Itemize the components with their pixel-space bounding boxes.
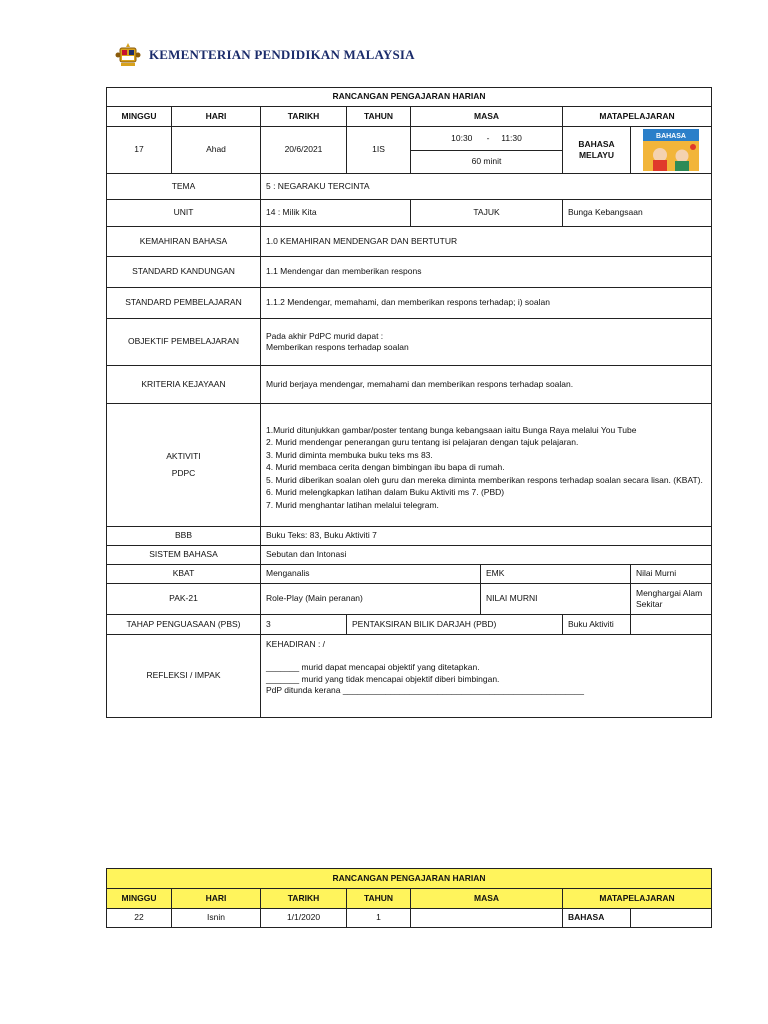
tajuk-label: TAJUK (411, 200, 563, 227)
nilai-murni-value: Menghargai Alam Sekitar (631, 584, 712, 615)
value-matapelajaran: BAHASA (563, 909, 631, 928)
objektif-label: OBJEKTIF PEMBELAJARAN (107, 319, 261, 366)
refleksi-label: REFLEKSI / IMPAK (107, 635, 261, 718)
value-matapelajaran: BAHASA MELAYU (563, 127, 631, 174)
objektif-line-2: Memberikan respons terhadap soalan (266, 342, 409, 352)
unit-label: UNIT (107, 200, 261, 227)
header-tahun: TAHUN (347, 107, 411, 127)
pbd-label: PENTAKSIRAN BILIK DARJAH (PBD) (347, 615, 563, 635)
value-durasi: 60 minit (411, 150, 563, 174)
kriteria-label: KRITERIA KEJAYAAN (107, 366, 261, 404)
sistem-bahasa-value: Sebutan dan Intonasi (261, 546, 712, 565)
header-minggu: MINGGU (107, 107, 172, 127)
emk-value: Nilai Murni (631, 565, 712, 584)
unit-value: 14 : Milik Kita (261, 200, 411, 227)
standard-kandungan-label: STANDARD KANDUNGAN (107, 257, 261, 288)
refleksi-line-2: _______ murid yang tidak mencapai objektif diberi bimbingan. (266, 673, 500, 684)
masa-end: 11:30 (501, 132, 522, 143)
book-cover-title: BAHASA (656, 133, 686, 140)
value-hari: Isnin (172, 909, 261, 928)
ministry-header (115, 42, 415, 68)
aktiviti-item: 2. Murid mendengar penerangan guru tentang isi pelajaran dengan tajuk pelajaran. (266, 437, 579, 448)
pbd-value: Buku Aktiviti (563, 615, 631, 635)
lesson-plan-table-2 (106, 868, 712, 928)
sistem-bahasa-label: SISTEM BAHASA (107, 546, 261, 565)
header-hari: HARI (172, 889, 261, 909)
objektif-line-1: Pada akhir PdPC murid dapat : (266, 330, 384, 341)
aktiviti-label-cell (107, 404, 261, 527)
bbb-value: Buku Teks: 83, Buku Aktiviti 7 (261, 527, 712, 546)
table-title: RANCANGAN PENGAJARAN HARIAN (107, 869, 712, 889)
kriteria-value: Murid berjaya mendengar, memahami dan memberikan respons terhadap soalan. (261, 366, 712, 404)
pbd-extra-cell (631, 615, 712, 635)
nilai-murni-label: NILAI MURNI (481, 584, 631, 615)
aktiviti-list (261, 404, 712, 527)
value-masa (411, 909, 563, 928)
lesson-plan-table (106, 87, 712, 718)
aktiviti-label: AKTIVITI (166, 450, 201, 461)
value-tarikh: 20/6/2021 (261, 127, 347, 174)
header-hari: HARI (172, 107, 261, 127)
table-title: RANCANGAN PENGAJARAN HARIAN (107, 88, 712, 107)
header-minggu: MINGGU (107, 889, 172, 909)
header-matapelajaran: MATAPELAJARAN (563, 889, 712, 909)
standard-pembelajaran-label: STANDARD PEMBELAJARAN (107, 288, 261, 319)
ministry-name: KEMENTERIAN PENDIDIKAN MALAYSIA (149, 47, 415, 62)
pdpc-label: PDPC (171, 468, 196, 478)
bbb-label: BBB (107, 527, 261, 546)
objektif-value (261, 319, 712, 366)
tahap-penguasaan-label: TAHAP PENGUASAAN (PBS) (107, 615, 261, 635)
value-masa-time (411, 127, 563, 151)
pak21-label: PAK-21 (107, 584, 261, 615)
tahap-penguasaan-value: 3 (261, 615, 347, 635)
coat-of-arms-icon (115, 42, 141, 68)
value-minggu: 17 (107, 127, 172, 174)
kemahiran-value: 1.0 KEMAHIRAN MENDENGAR DAN BERTUTUR (261, 227, 712, 257)
pak21-value: Role-Play (Main peranan) (261, 584, 481, 615)
aktiviti-item: 4. Murid membaca cerita dengan bimbingan ibu bapa di rumah. (266, 462, 505, 473)
header-masa: MASA (411, 889, 563, 909)
header-tarikh: TARIKH (261, 889, 347, 909)
emk-label: EMK (481, 565, 631, 584)
header-tahun: TAHUN (347, 889, 411, 909)
value-minggu: 22 (107, 909, 172, 928)
book-cover-cell (631, 127, 712, 174)
kbat-label: KBAT (107, 565, 261, 584)
value-tahun: 1IS (347, 127, 411, 174)
aktiviti-item: 3. Murid diminta membuka buku teks ms 83. (266, 449, 433, 460)
standard-kandungan-value: 1.1 Mendengar dan memberikan respons (261, 257, 712, 288)
value-tarikh: 1/1/2020 (261, 909, 347, 928)
tema-value: 5 : NEGARAKU TERCINTA (261, 174, 712, 200)
tema-label: TEMA (107, 174, 261, 200)
kehadiran-line: KEHADIRAN : / (266, 639, 326, 649)
aktiviti-item: 5. Murid diberikan soalan oleh guru dan mereka diminta memberikan respons terhadap soalan secara lisan. (KBAT). (266, 474, 703, 485)
kbat-value: Menganalis (261, 565, 481, 584)
header-matapelajaran: MATAPELAJARAN (563, 107, 712, 127)
value-tahun: 1 (347, 909, 411, 928)
refleksi-line-1: _______ murid dapat mencapai objektif yang ditetapkan. (266, 662, 480, 673)
header-masa: MASA (411, 107, 563, 127)
standard-pembelajaran-value: 1.1.2 Mendengar, memahami, dan memberikan respons terhadap; i) soalan (261, 288, 712, 319)
masa-start: 10:30 (451, 132, 473, 143)
value-extra (631, 909, 712, 928)
aktiviti-item: 1.Murid ditunjukkan gambar/poster tentang bunga kebangsaan iaitu Bunga Raya melalui You Tube (266, 424, 637, 435)
tajuk-value: Bunga Kebangsaan (563, 200, 712, 227)
header-tarikh: TARIKH (261, 107, 347, 127)
refleksi-line-3: PdP ditunda kerana ___________________________________________________ (266, 685, 584, 696)
masa-dash: - (486, 132, 490, 143)
textbook-cover-image (643, 129, 699, 171)
aktiviti-item: 6. Murid melengkapkan latihan dalam Buku Aktiviti ms 7. (PBD) (266, 487, 505, 498)
aktiviti-item: 7. Murid menghantar latihan melalui telegram. (266, 499, 439, 510)
kemahiran-label: KEMAHIRAN BAHASA (107, 227, 261, 257)
refleksi-value (261, 635, 712, 718)
value-hari: Ahad (172, 127, 261, 174)
